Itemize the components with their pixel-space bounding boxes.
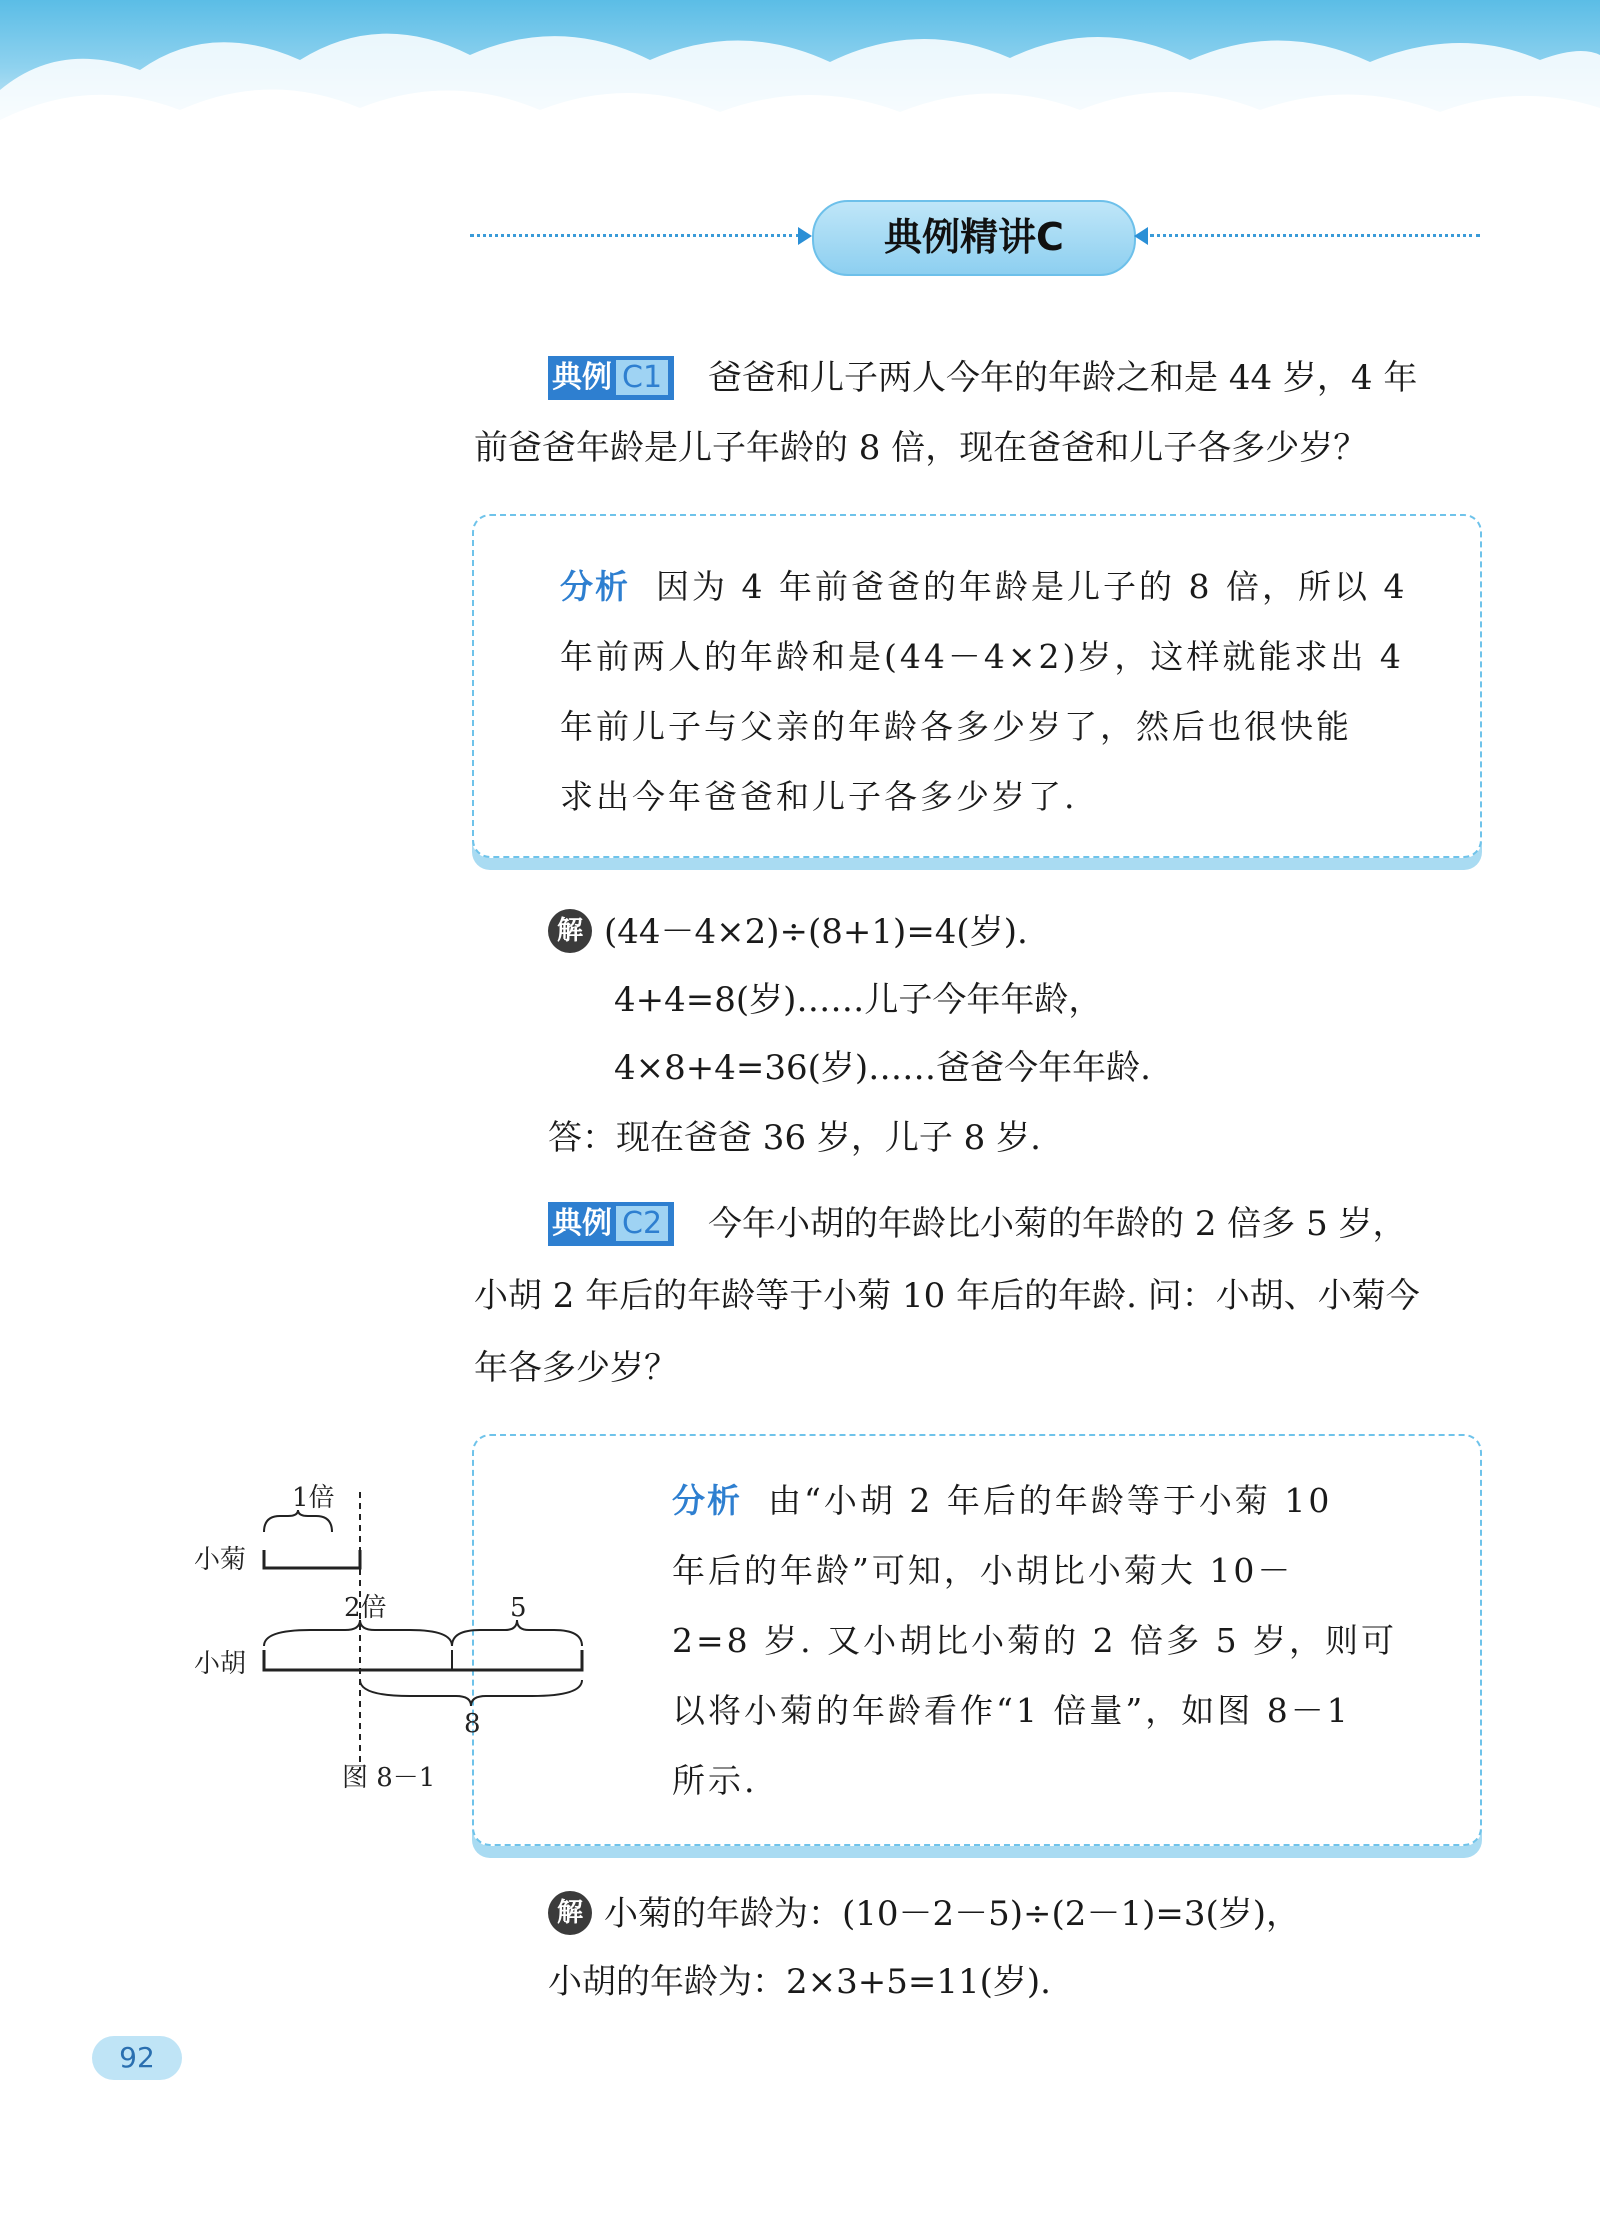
label-2bei: 2倍	[344, 1593, 387, 1623]
solution-label: 解	[548, 1891, 592, 1935]
solution-c1-line1: 解 (44－4×2)÷(8+1)=4(岁).	[548, 898, 1028, 966]
label-1bei: 1倍	[292, 1483, 335, 1513]
label-xiaohu: 小胡	[194, 1649, 247, 1679]
analysis-label: 分析	[560, 567, 630, 606]
dotted-line-right	[1150, 234, 1480, 237]
page-number: 92	[92, 2036, 182, 2080]
arrow-right-icon	[798, 227, 812, 245]
analysis-box-c1	[472, 514, 1482, 858]
analysis-label: 分析	[672, 1481, 742, 1520]
solution-c2-line2: 小胡的年龄为：2×3+5=11(岁).	[548, 1962, 1051, 2002]
bar-xiaohu	[264, 1650, 582, 1670]
arrow-left-icon	[1134, 227, 1148, 245]
label-xiaoju: 小菊	[194, 1545, 247, 1575]
analysis-text-c1: 分析 因为 4 年前爸爸的年龄是儿子的 8 倍，所以 4 年前两人的年龄和是(44－4×2)岁，这样就能求出 4 年前儿子与父亲的年龄各多少岁了，然后也很快能 求出今年爸爸和儿子各多少岁了.	[560, 567, 1408, 816]
figure-caption: 图 8－1	[342, 1763, 436, 1793]
example-c2-question-line2: 小胡 2 年后的年龄等于小菊 10 年后的年龄. 问：小胡、小菊今	[474, 1276, 1420, 1316]
solution-c1-line2: 4+4=8(岁)……儿子今年年龄，	[614, 980, 1103, 1020]
answer-c1: 答：现在爸爸 36 岁，儿子 8 岁.	[548, 1118, 1041, 1158]
brace-5	[452, 1620, 582, 1646]
example-c2-question: 典例 C2 今年小胡的年龄比小菊的年龄的 2 倍多 5 岁，	[548, 1190, 1508, 1258]
cloud-decoration	[0, 0, 1600, 170]
example-badge: 典例 C2	[548, 1202, 674, 1246]
example-c1-question: 典例 C1 爸爸和儿子两人今年的年龄之和是 44 岁，4 年	[548, 344, 1508, 412]
example-badge: 典例 C1	[548, 356, 674, 400]
figure-8-1	[180, 1470, 620, 1800]
label-8: 8	[464, 1709, 481, 1739]
solution-label: 解	[548, 909, 592, 953]
bar-xiaoju	[264, 1550, 360, 1568]
example-c2-question-line3: 年各多少岁？	[474, 1348, 678, 1388]
label-5: 5	[510, 1593, 527, 1623]
solution-c2-line1: 解 小菊的年龄为：(10－2－5)÷(2－1)=3(岁)，	[548, 1880, 1300, 1948]
brace-8	[360, 1680, 582, 1706]
solution-c1-line3: 4×8+4=36(岁)……爸爸今年年龄.	[614, 1048, 1151, 1088]
section-title: 典例精讲C	[812, 200, 1136, 276]
section-header	[470, 200, 1480, 270]
brace-1bei	[264, 1510, 332, 1532]
example-c1-question-line2: 前爸爸年龄是儿子年龄的 8 倍，现在爸爸和儿子各多少岁？	[474, 428, 1368, 468]
dotted-line-left	[470, 234, 800, 237]
analysis-box-c2	[472, 1434, 1482, 1846]
analysis-text-c2: 分析 由“小胡 2 年后的年龄等于小菊 10 年后的年龄”可知，小胡比小菊大 10－ 2=8 岁. 又小胡比小菊的 2 倍多 5 岁，则可 以将小菊的年龄看作“1 倍量”，如图 8－1 所示.	[672, 1481, 1398, 1800]
brace-2bei	[264, 1620, 452, 1646]
